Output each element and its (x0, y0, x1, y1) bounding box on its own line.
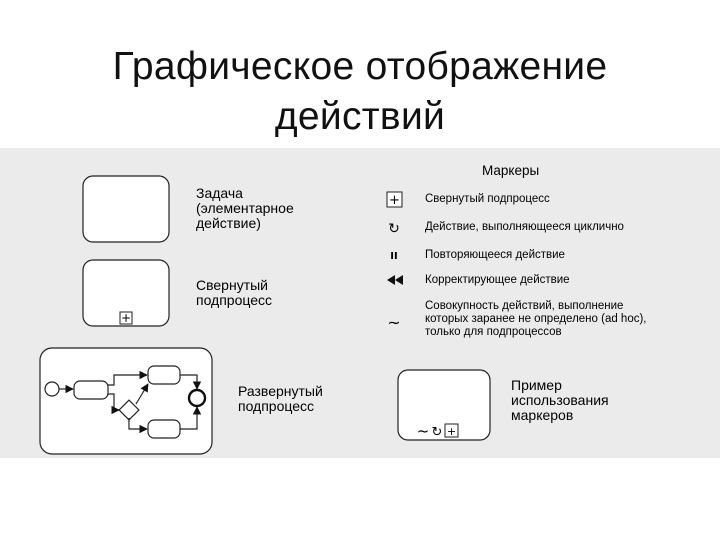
collapsed-label-line-2: подпроцесс (196, 292, 273, 308)
example-tilde-icon: ~ (416, 422, 430, 440)
marker-text-loop: Действие, выполняющееся циклично (425, 221, 624, 233)
marker-text-adhoc-line-1: Совокупность действий, выполнение (425, 300, 624, 312)
task-label (196, 186, 294, 231)
example-label-line-2: использования (511, 392, 609, 408)
task-label-line-2: (элементарное (196, 200, 294, 216)
tilde-icon: ~ (387, 313, 401, 332)
expanded-end-event (189, 390, 205, 406)
marker-text-compensate: Корректирующее действие (425, 274, 570, 286)
expanded-start-event (45, 382, 59, 396)
slide-title (0, 42, 720, 142)
example-plus-icon: + (446, 425, 457, 438)
expanded-label-line-1: Развернутый (238, 383, 323, 399)
expanded-label-line-2: подпроцесс (238, 398, 315, 414)
example-label (511, 378, 609, 423)
title-line-1: Графическое отображение (112, 45, 608, 88)
expanded-task-2 (148, 366, 180, 384)
collapsed-plus-marker-icon: + (120, 311, 132, 325)
expanded-task-3 (148, 420, 180, 438)
expanded-label (238, 384, 323, 414)
task-label-line-1: Задача (196, 185, 243, 201)
task-label-line-3: действие) (196, 215, 261, 231)
marker-text-collapsed: Свернутый подпроцесс (425, 193, 550, 205)
parallel-bars-icon: II (390, 251, 398, 262)
collapsed-label (196, 278, 272, 308)
marker-text-repeat: Повторяющееся действие (425, 249, 565, 261)
example-label-line-3: маркеров (511, 407, 574, 423)
diagram-canvas (0, 148, 720, 458)
marker-text-adhoc-line-2: которых заранее не определено (ad hoc), (425, 313, 647, 325)
plus-square-icon-glyph: + (389, 193, 400, 208)
markers-heading: Маркеры (482, 163, 540, 178)
marker-text-adhoc-line-3: только для подпроцессов (425, 326, 562, 338)
example-shape (398, 370, 490, 440)
loop-icon: ↻ (388, 221, 400, 237)
task-shape (83, 176, 169, 242)
marker-text-adhoc (425, 300, 647, 339)
title-line-2: действий (274, 95, 446, 138)
example-loop-icon: ↻ (431, 425, 443, 440)
expanded-task-1 (74, 381, 108, 399)
collapsed-label-line-1: Свернутый (196, 277, 268, 293)
expanded-subprocess-frame (40, 348, 212, 454)
rewind-icon (387, 275, 403, 285)
example-label-line-1: Пример (511, 377, 562, 393)
